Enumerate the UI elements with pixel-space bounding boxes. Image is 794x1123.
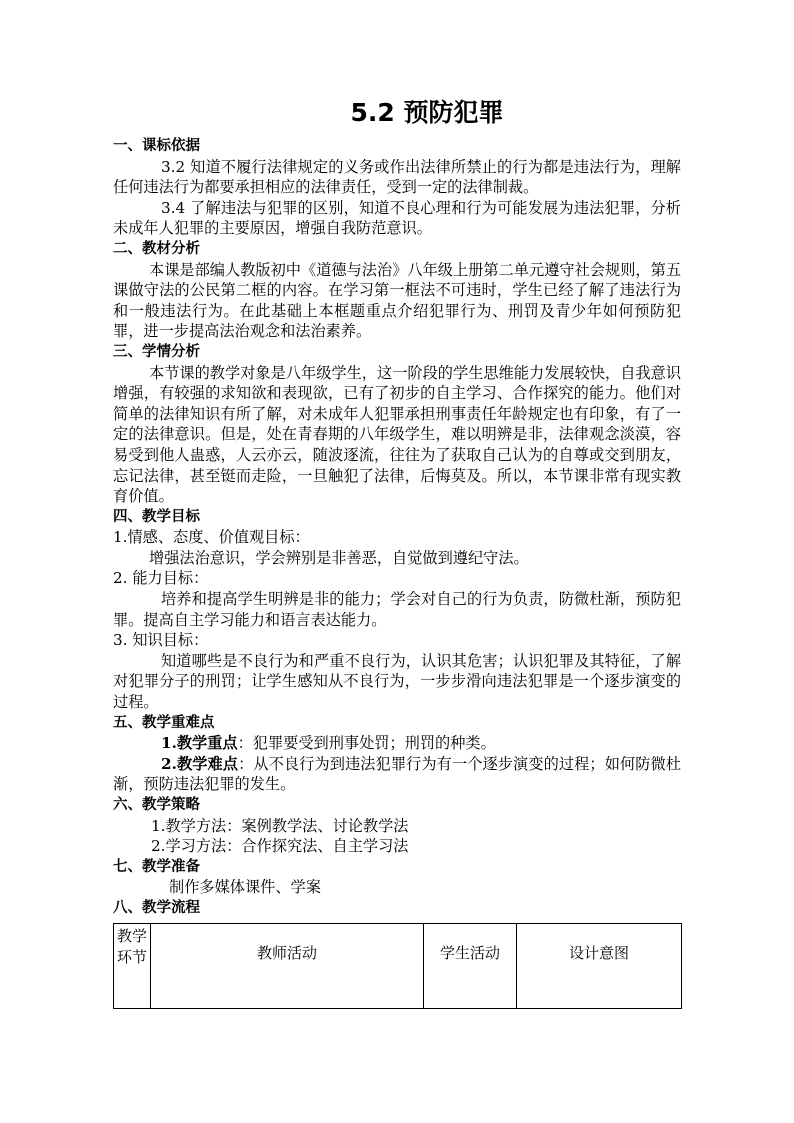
table-header-cell: 教学环节 [114,924,151,1009]
section-heading: 八、教学流程 [113,899,200,916]
table-header-row [114,924,682,1009]
difficult-point-label: 2.教学难点 [161,754,239,773]
table-header-cell: 设计意图 [517,924,682,1009]
goal-text: 知道哪些是不良行为和严重不良行为，认识其危害；认识犯罪及其特征，了解对犯罪分子的刑罚；让学生感知从不良行为，一步步滑向违法犯罪是一个逐步演变的过程。 [113,651,681,712]
goal-label: 1.情感、态度、价值观目标： [113,528,310,547]
method-item: 2.学习方法：合作探究法、自主学习法 [151,837,409,856]
paragraph: 3.2 知道不履行法律规定的义务或作出法律所禁止的行为都是违法行为，理解任何违法行为都要承担相应的法律责任，受到一定的法律制裁。 [113,157,681,197]
section-heading: 七、教学准备 [113,858,200,875]
section-heading: 一、课标依据 [113,138,200,154]
key-point-text: ：犯罪要受到刑事处罚；刑罚的种类。 [237,734,496,753]
preparation-text: 制作多媒体课件、学案 [169,878,321,897]
teaching-flow-table [113,923,682,1009]
goal-text: 增强法治意识，学会辨别是非善恶，自觉做到遵纪守法。 [149,548,529,567]
goal-text: 培养和提高学生明辨是非的能力；学会对自己的行为负责，防微杜渐，预防犯罪。提高自主学习能力和语言表达能力。 [113,590,681,629]
section-heading: 三、学情分析 [113,343,200,360]
page-title: 5.2 预防犯罪 [350,98,504,127]
section-heading: 二、教材分析 [113,240,200,257]
goal-label: 3. 知识目标： [113,631,209,650]
section-heading: 五、教学重难点 [113,714,215,731]
paragraph: 3.4 了解违法与犯罪的区别，知道不良心理和行为可能发展为违法犯罪，分析未成年人犯罪的主要原因，增强自我防范意识。 [113,198,681,238]
section-heading: 四、教学目标 [113,508,200,525]
paragraph: 本节课的教学对象是八年级学生，这一阶段的学生思维能力发展较快，自我意识增强，有较强的求知欲和表现欲，已有了初步的自主学习、合作探究的能力。他们对简单的法律知识有所了解，对未成年人犯罪承担刑事责任年龄规定也有印象，有了一定的法律意识。但是，处在青春期的八年级学生，难以明辨是非，法律观念淡漠，容易受到他人蛊惑，人云亦云，随波逐流，往往为了获取自己认为的自尊或交到朋友，忘记法律，甚至铤而走险，一旦触犯了法律，后悔莫及。所以，本节课非常有现实教育价值。 [113,363,681,506]
table-header-cell: 学生活动 [424,924,517,1009]
difficult-point [113,754,681,795]
goal-label: 2. 能力目标： [113,569,209,588]
key-point-label: 1.教学重点 [161,734,238,753]
table-header-cell: 教师活动 [151,924,424,1009]
method-item: 1.教学方法：案例教学法、讨论教学法 [151,816,409,835]
paragraph: 本课是部编人教版初中《道德与法治》八年级上册第二单元遵守社会规则，第五课做守法的公民第二框的内容。在学习第一框法不可违时，学生已经了解了违法行为和一般违法行为。在此基础上本框题重点介绍犯罪行为、刑罚及青少年如何预防犯罪，进一步提高法治观念和法治素养。 [113,260,681,341]
section-heading: 六、教学策略 [113,797,200,813]
key-point [113,733,681,754]
difficult-point-text: ：从不良行为到违法犯罪行为有一个逐步演变的过程；如何防微杜渐，预防违法犯罪的发生。 [113,754,682,794]
document-body [113,96,681,919]
